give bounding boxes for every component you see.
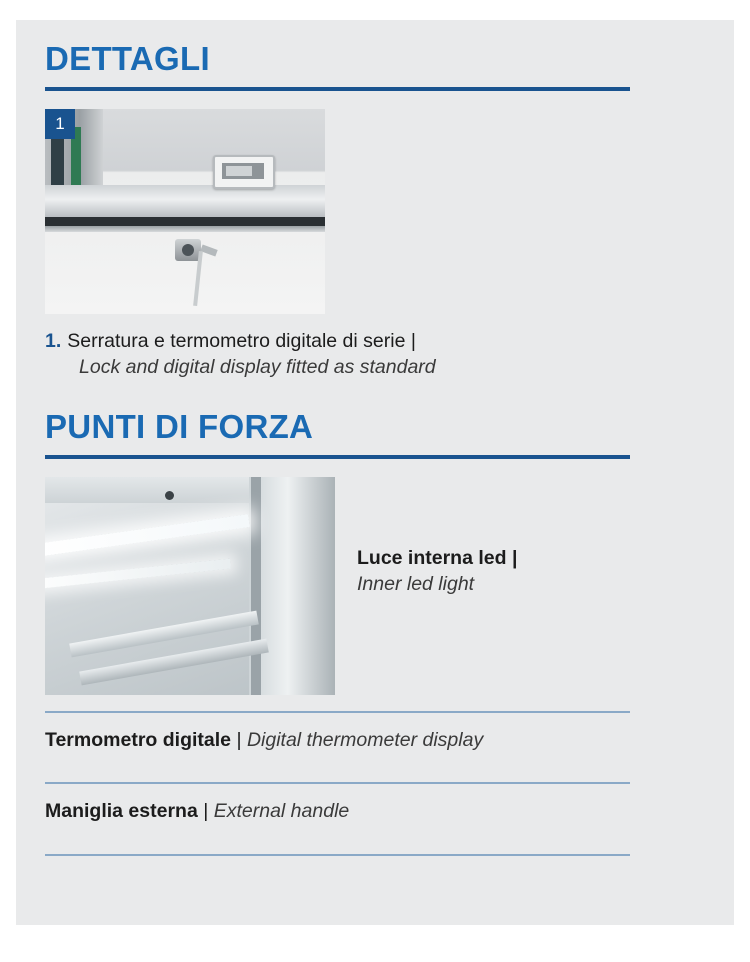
caption-number: 1. (45, 329, 62, 352)
photo2-sensor-dot (165, 491, 174, 500)
feature-label-it: Maniglia esterna (45, 800, 198, 823)
document-panel (16, 20, 734, 925)
strength-photo-led (45, 477, 335, 695)
strength-highlight-row (45, 477, 645, 695)
section-title-strengths: PUNTI DI FORZA (45, 408, 314, 446)
spacer (45, 380, 645, 410)
photo2-door-panel (249, 477, 335, 695)
feature-label-en: External handle (213, 800, 350, 823)
photo2-door-edge (251, 477, 261, 695)
highlight-text-it: Luce interna led | (357, 546, 518, 569)
feature-label-it: Termometro digitale (45, 728, 232, 751)
feature-row-thermometer (45, 713, 630, 766)
section-title-details: DETTAGLI (45, 40, 210, 77)
feature-separator: | (236, 728, 242, 751)
caption-text-it: Serratura e termometro digitale di serie | (67, 329, 416, 352)
display-screen (222, 163, 264, 179)
caption-text-en: Lock and digital display fitted as standard (79, 355, 436, 378)
detail-photo-1 (45, 109, 325, 314)
lock-keyhole (182, 244, 194, 256)
content-column (45, 42, 645, 856)
digital-display-device (213, 155, 275, 189)
photo-rail (45, 185, 325, 217)
feature-divider-bottom (45, 854, 630, 856)
feature-label-en: Digital thermometer display (246, 728, 484, 751)
section-divider-details (45, 87, 630, 91)
photo-rail-dark (45, 217, 325, 226)
section-divider-strengths (45, 455, 630, 459)
feature-separator: | (203, 800, 209, 823)
strength-highlight-text (335, 477, 517, 598)
feature-row-handle (45, 784, 630, 837)
highlight-text-en: Inner led light (357, 573, 475, 596)
detail-caption-1 (45, 328, 635, 381)
photo-number-badge: 1 (45, 109, 75, 139)
photo-rail-lower (45, 226, 325, 232)
